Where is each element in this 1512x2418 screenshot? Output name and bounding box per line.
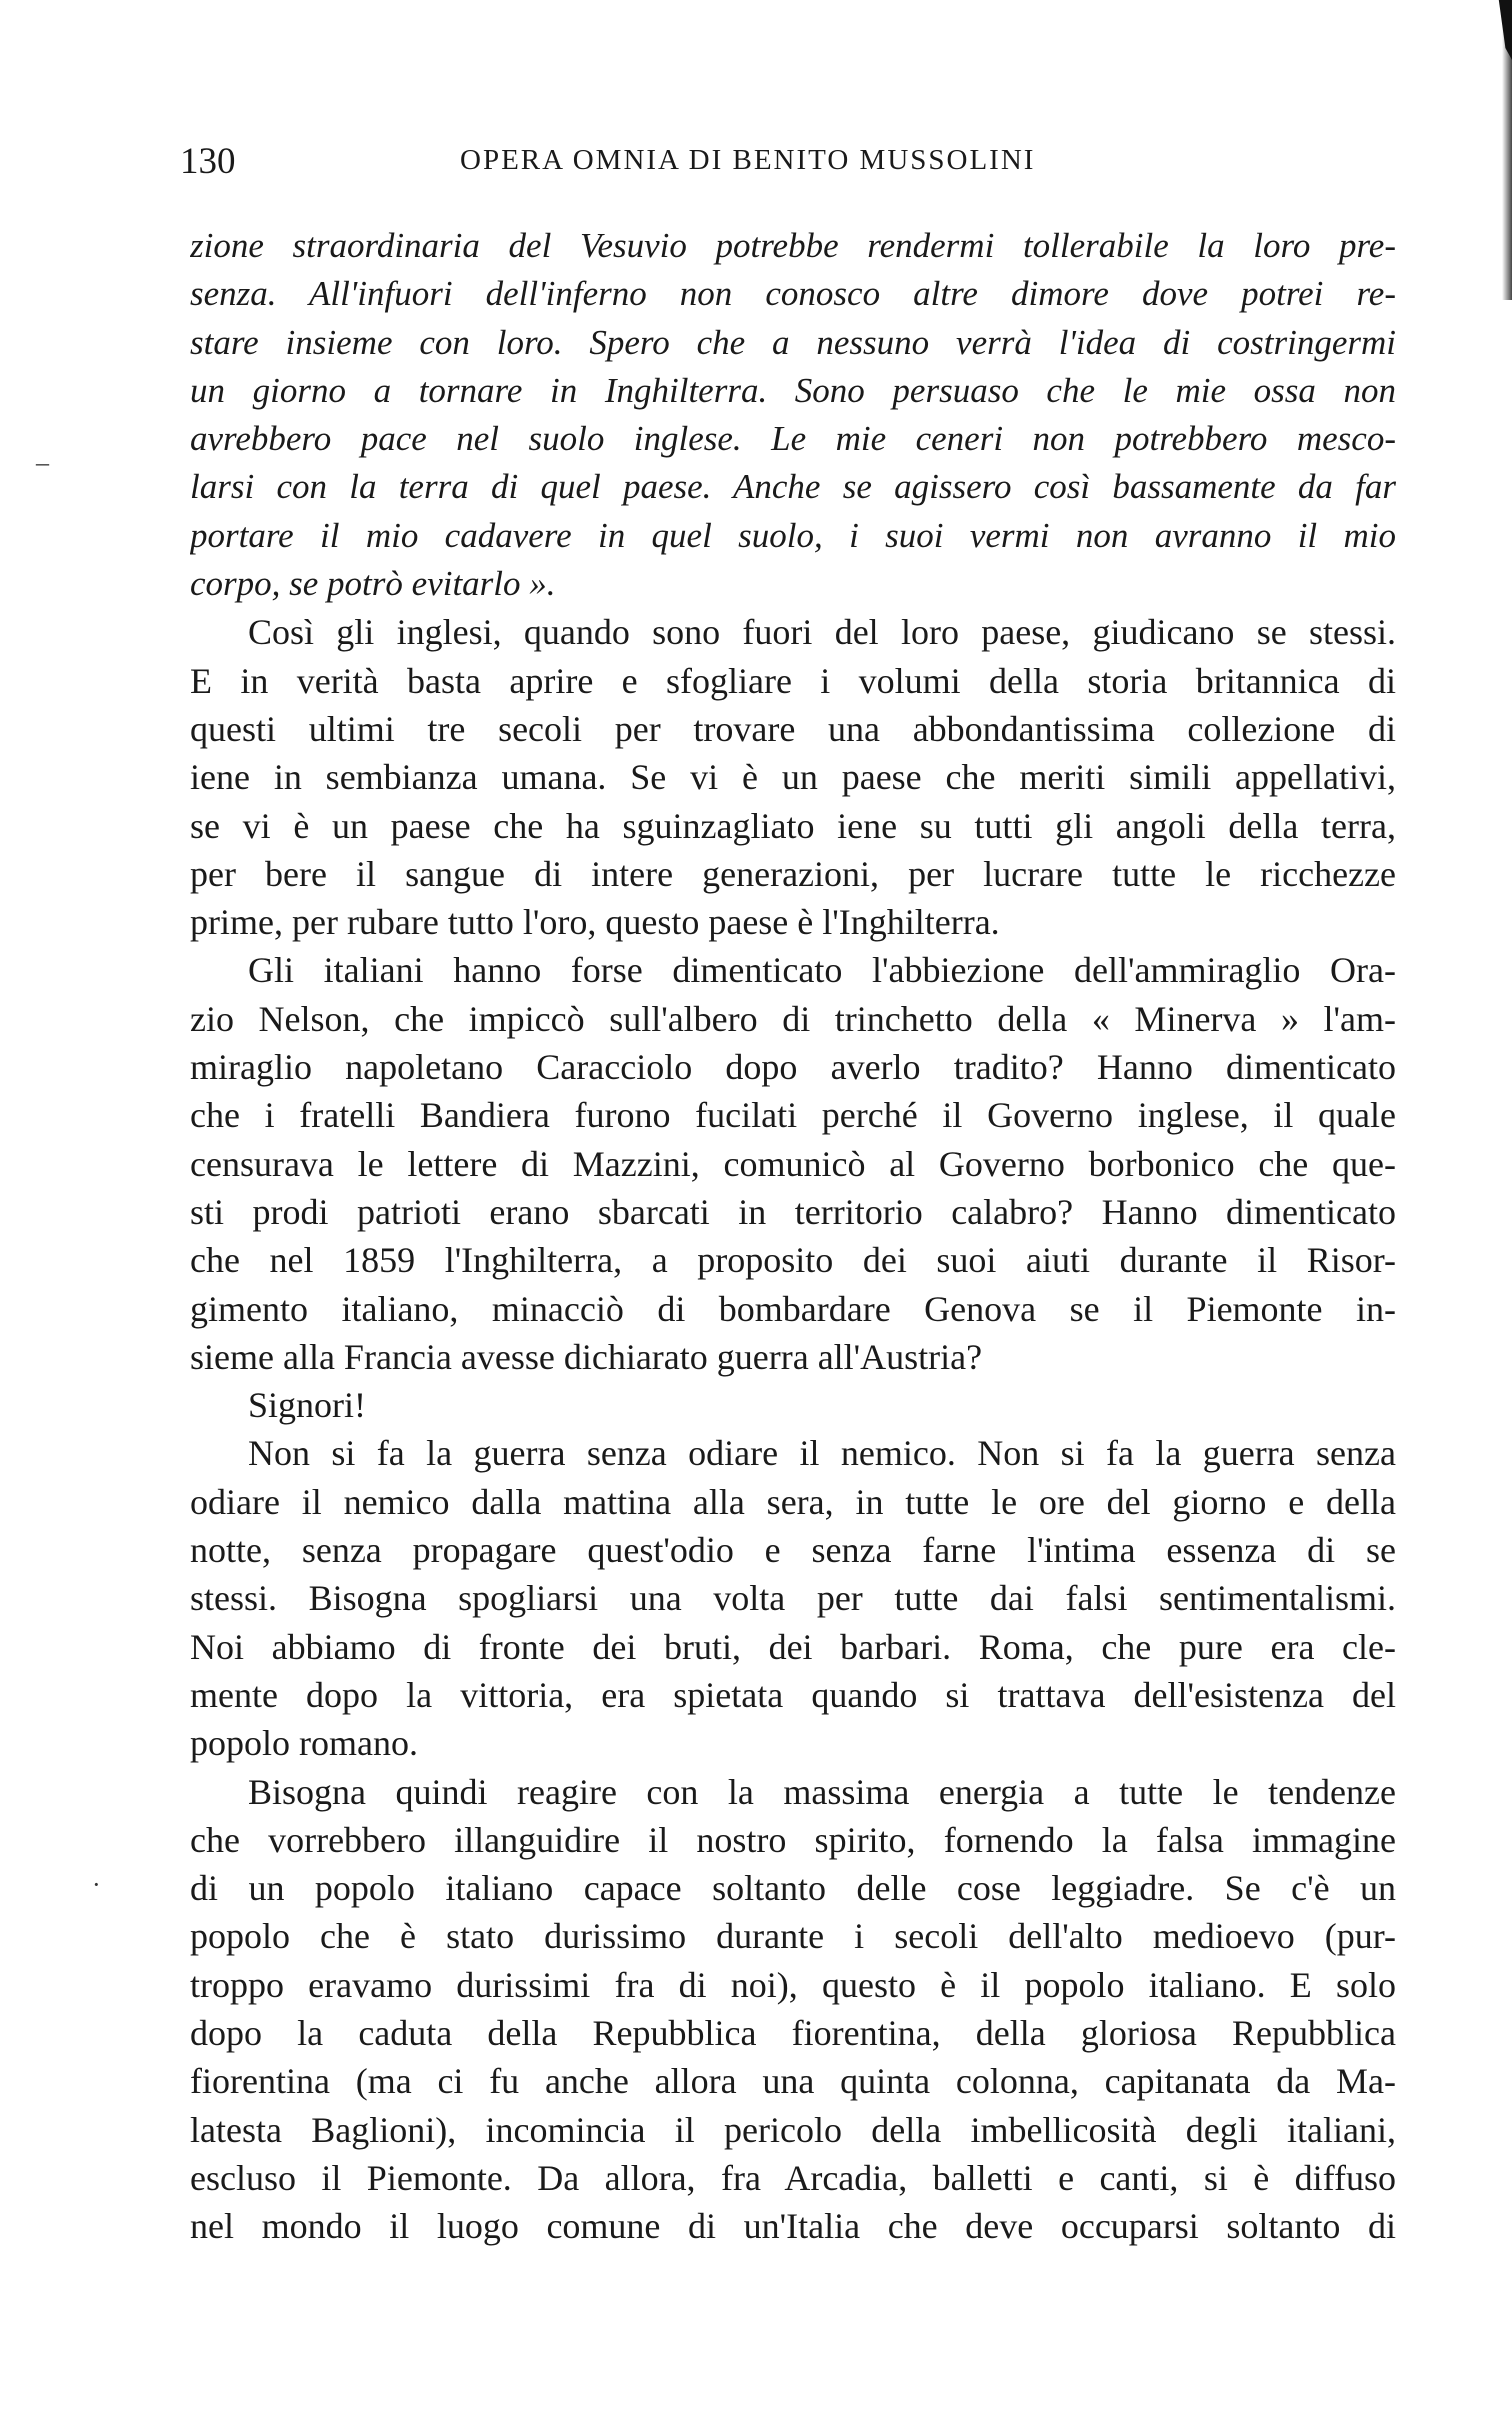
text-line: sti prodi patrioti erano sbarcati in territorio calabro? Hanno dimenticato xyxy=(190,1191,1396,1232)
text-line: stare insieme con loro. Spero che a nessuno verrà l'idea di costringermi xyxy=(190,322,1396,362)
text-line: avrebbero pace nel suolo inglese. Le mie ceneri non potrebbero mesco- xyxy=(190,419,1396,459)
margin-dot-mark: · xyxy=(92,1870,101,1899)
text-line: nel mondo il luogo comune di un'Italia che deve occuparsi soltanto di xyxy=(190,2206,1396,2247)
text-line: escluso il Piemonte. Da allora, fra Arcadia, balletti e canti, si è diffuso xyxy=(190,2157,1396,2198)
text-line: troppo eravamo durissimi fra di noi), questo è il popolo italiano. E solo xyxy=(190,1964,1396,2005)
text-line: censurava le lettere di Mazzini, comunicò al Governo borbonico che que- xyxy=(190,1143,1396,1184)
text-line: Non si fa la guerra senza odiare il nemico. Non si fa la guerra senza xyxy=(248,1433,1396,1474)
text-line: odiare il nemico dalla mattina alla sera, in tutte le ore del giorno e della xyxy=(190,1481,1396,1522)
margin-dash-mark: – xyxy=(36,448,49,477)
text-line: dopo la caduta della Repubblica fiorentina, della gloriosa Repubblica xyxy=(190,2012,1396,2053)
text-line: notte, senza propagare quest'odio e senza farne l'intima essenza di se xyxy=(190,1530,1396,1571)
text-line: che vorrebbero illanguidire il nostro spirito, fornendo la falsa immagine xyxy=(190,1819,1396,1860)
scan-corner-mark xyxy=(1490,0,1512,60)
text-line: Bisogna quindi reagire con la massima energia a tutte le tendenze xyxy=(248,1771,1396,1812)
page-number: 130 xyxy=(180,141,236,182)
text-line: larsi con la terra di quel paese. Anche se agissero così bassamente da far xyxy=(190,467,1396,507)
running-title: OPERA OMNIA DI BENITO MUSSOLINI xyxy=(460,144,1036,176)
text-line: popolo romano. xyxy=(190,1723,418,1764)
text-line: Signori! xyxy=(248,1385,367,1426)
text-line: che nel 1859 l'Inghilterra, a proposito dei suoi aiuti durante il Risor- xyxy=(190,1240,1396,1281)
body-text xyxy=(190,222,1396,2250)
text-line: un giorno a tornare in Inghilterra. Sono persuaso che le mie ossa non xyxy=(190,370,1396,410)
text-line: iene in sembianza umana. Se vi è un paese che meriti simili appellativi, xyxy=(190,757,1396,798)
text-line: stessi. Bisogna spogliarsi una volta per tutte dai falsi sentimentalismi. xyxy=(190,1578,1396,1619)
text-line: Gli italiani hanno forse dimenticato l'abbiezione dell'ammiraglio Ora- xyxy=(248,950,1396,991)
text-line: senza. All'infuori dell'inferno non conosco altre dimore dove potrei re- xyxy=(190,274,1396,314)
text-line: mente dopo la vittoria, era spietata quando si trattava dell'esistenza del xyxy=(190,1674,1396,1715)
text-line: portare il mio cadavere in quel suolo, i suoi vermi non avranno il mio xyxy=(190,515,1396,555)
text-line: Così gli inglesi, quando sono fuori del loro paese, giudicano se stessi. xyxy=(248,612,1396,653)
text-line: E in verità basta aprire e sfogliare i volumi della storia britannica di xyxy=(190,660,1396,701)
text-line: popolo che è stato durissimo durante i secoli dell'alto medioevo (pur- xyxy=(190,1916,1396,1957)
page-header xyxy=(180,140,1400,200)
text-line: fiorentina (ma ci fu anche allora una quinta colonna, capitanata da Ma- xyxy=(190,2061,1396,2102)
text-line: corpo, se potrò evitarlo ». xyxy=(190,564,556,604)
text-line: gimento italiano, minacciò di bombardare Genova se il Piemonte in- xyxy=(190,1288,1396,1329)
text-line: questi ultimi tre secoli per trovare una abbondantissima collezione di xyxy=(190,708,1396,749)
text-line: zione straordinaria del Vesuvio potrebbe rendermi tollerabile la loro pre- xyxy=(190,226,1396,265)
text-line: se vi è un paese che ha sguinzagliato iene su tutti gli angoli della terra, xyxy=(190,805,1396,846)
text-line: latesta Baglioni), incomincia il pericolo della imbellicosità degli italiani, xyxy=(190,2109,1396,2150)
text-line: prime, per rubare tutto l'oro, questo paese è l'Inghilterra. xyxy=(190,902,1000,943)
text-line: di un popolo italiano capace soltanto delle cose leggiadre. Se c'è un xyxy=(190,1868,1396,1909)
text-line: Noi abbiamo di fronte dei bruti, dei barbari. Roma, che pure era cle- xyxy=(190,1626,1396,1667)
text-line: zio Nelson, che impiccò sull'albero di trinchetto della « Minerva » l'am- xyxy=(190,998,1396,1039)
text-line: per bere il sangue di intere generazioni, per lucrare tutte le ricchezze xyxy=(190,853,1396,894)
text-line: miraglio napoletano Caracciolo dopo averlo tradito? Hanno dimenticato xyxy=(190,1047,1396,1088)
text-line: che i fratelli Bandiera furono fucilati perché il Governo inglese, il quale xyxy=(190,1095,1396,1136)
text-line: sieme alla Francia avesse dichiarato guerra all'Austria? xyxy=(190,1336,983,1377)
